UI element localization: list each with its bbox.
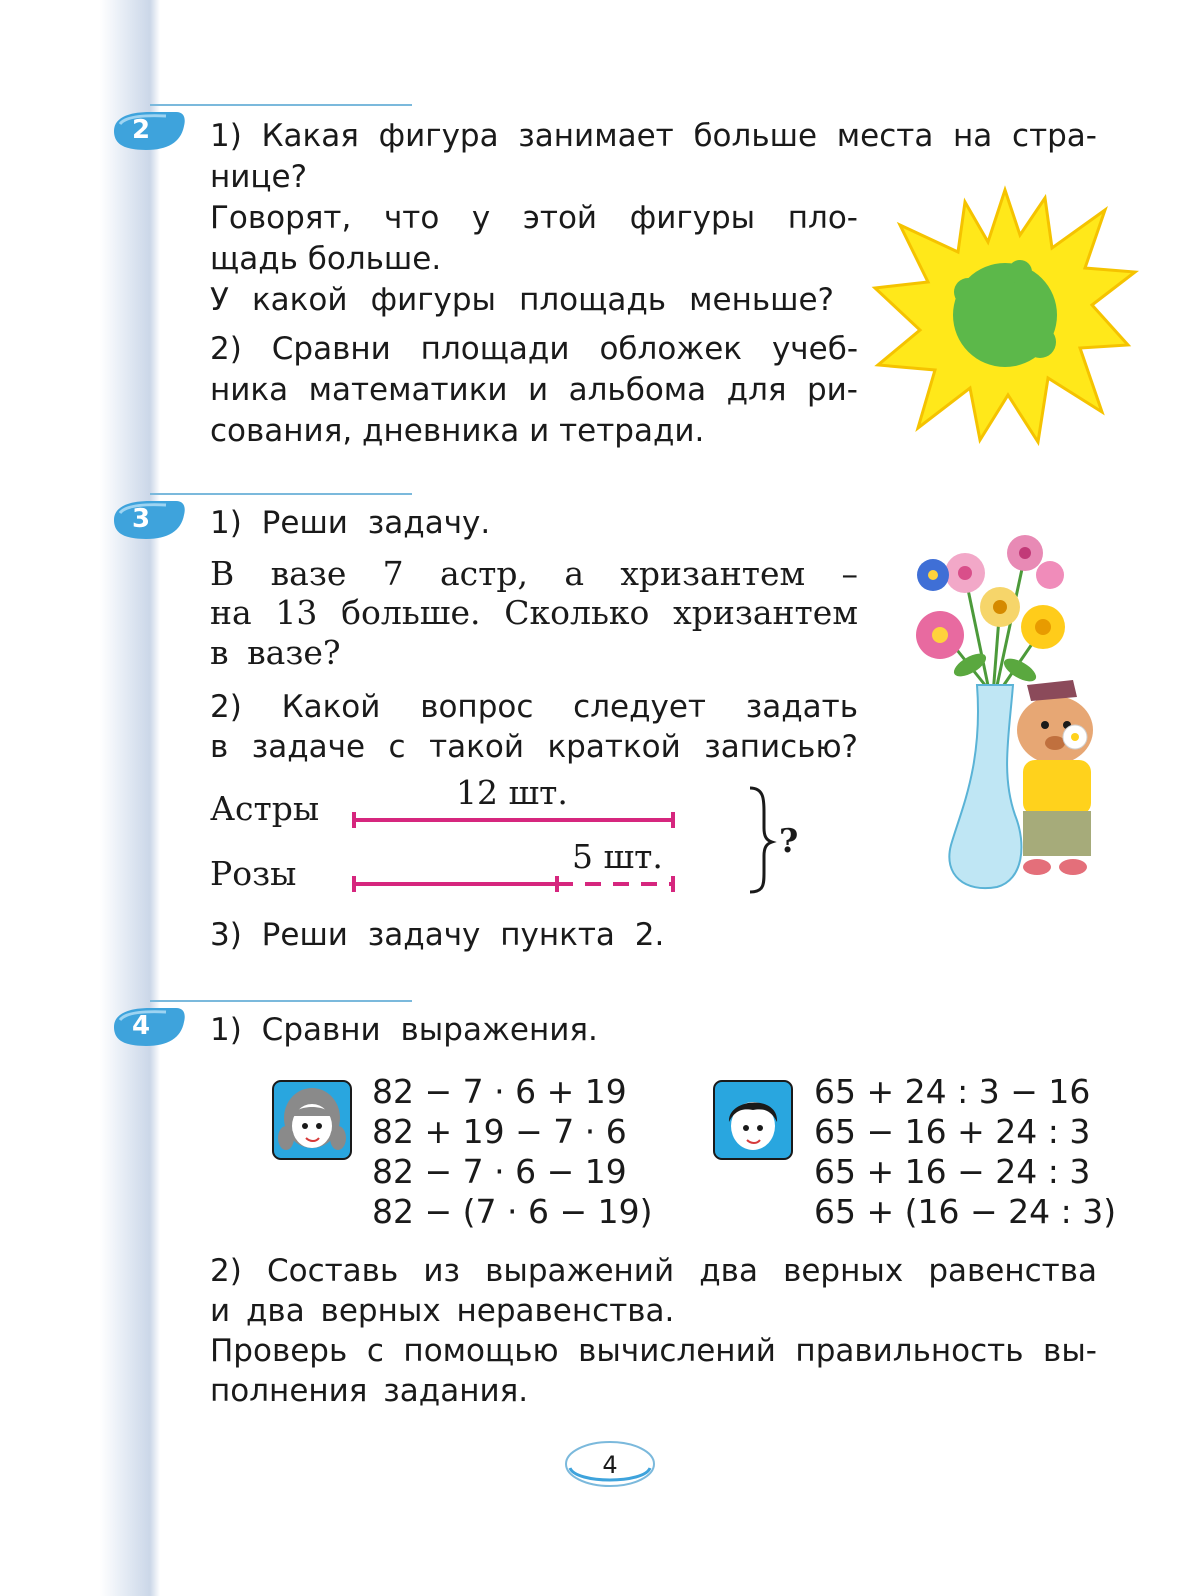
boy-expression-1: 65 + 24 : 3 − 16 xyxy=(814,1072,1091,1111)
task-3-number: 3 xyxy=(131,504,151,534)
task-4-badge xyxy=(106,1004,186,1050)
girl-expression-4: 82 − (7 · 6 − 19) xyxy=(372,1192,653,1231)
task-4-line-5: полнения задания. xyxy=(210,1373,529,1409)
row2-segment xyxy=(354,876,673,892)
task-4-rule xyxy=(150,1000,412,1002)
task-2-line-8: сования, дневника и тетради. xyxy=(210,413,705,449)
task-2-line-6: 2) Сравни площади обложек учеб- xyxy=(210,331,858,367)
girl-expression-3: 82 − 7 · 6 − 19 xyxy=(372,1152,627,1191)
boy-face-icon xyxy=(713,1080,793,1160)
diagram-question: ? xyxy=(779,821,799,860)
task-3-line-4: в вазе? xyxy=(210,633,341,672)
task-3-line-5: 2) Какой вопрос следует задать xyxy=(210,689,858,725)
diagram-row1-label: Астры xyxy=(210,789,320,828)
curly-brace xyxy=(750,788,772,892)
boy-expression-2: 65 − 16 + 24 : 3 xyxy=(814,1112,1091,1151)
diagram-row1-value: 12 шт. xyxy=(456,773,568,812)
task-4-line-4: Проверь с помощью вычислений правильность вы- xyxy=(210,1333,1097,1369)
girl-face-icon xyxy=(272,1080,352,1160)
task-2-line-5: У какой фигуры площадь меньше? xyxy=(210,282,834,318)
task-3-line-7: 3) Реши задачу пункта 2. xyxy=(210,917,665,953)
task-3-line-6: в задаче с такой краткой записью? xyxy=(210,729,858,765)
task-2-number: 2 xyxy=(131,115,151,145)
diagram-segments xyxy=(340,780,790,900)
task-2-line-7: ника математики и альбома для ри- xyxy=(210,372,858,408)
task-4-number: 4 xyxy=(131,1011,151,1041)
task-2-line-1: 1) Какая фигура занимает больше места на стра- xyxy=(210,118,1097,154)
task-2-rule xyxy=(150,104,412,106)
boy-expression-3: 65 + 16 − 24 : 3 xyxy=(814,1152,1091,1191)
task-3-rule xyxy=(150,493,412,495)
diagram-row2-label: Розы xyxy=(210,854,297,893)
task-3-line-3: на 13 больше. Сколько хризантем xyxy=(210,593,858,632)
blot-illustration xyxy=(870,180,1140,450)
task-2-line-3: Говорят, что у этой фигуры пло- xyxy=(210,200,858,236)
task-4-line-1: 1) Сравни выражения. xyxy=(210,1012,598,1048)
row1-segment xyxy=(354,812,673,828)
task-3-line-2: В вазе 7 астр, а хризантем – xyxy=(210,554,858,593)
girl-expression-2: 82 + 19 − 7 · 6 xyxy=(372,1112,627,1151)
left-margin-band xyxy=(0,0,160,1596)
vase-bear-illustration xyxy=(905,515,1105,895)
vase xyxy=(949,685,1021,888)
task-3-line-1: 1) Реши задачу. xyxy=(210,505,491,541)
task-4-line-2: 2) Составь из выражений два верных равенства xyxy=(210,1253,1097,1289)
task-3-badge xyxy=(106,497,186,543)
task-2-badge xyxy=(106,108,186,154)
task-2-line-4: щадь больше. xyxy=(210,241,442,277)
task-4-line-3: и два верных неравенства. xyxy=(210,1293,675,1329)
diagram-row2-value: 5 шт. xyxy=(572,837,663,876)
girl-expression-1: 82 − 7 · 6 + 19 xyxy=(372,1072,627,1111)
task-2-line-2: нице? xyxy=(210,159,308,195)
page-number: 4 xyxy=(602,1451,618,1479)
bear-shirt xyxy=(1023,760,1091,815)
boy-expression-4: 65 + (16 − 24 : 3) xyxy=(814,1192,1117,1231)
